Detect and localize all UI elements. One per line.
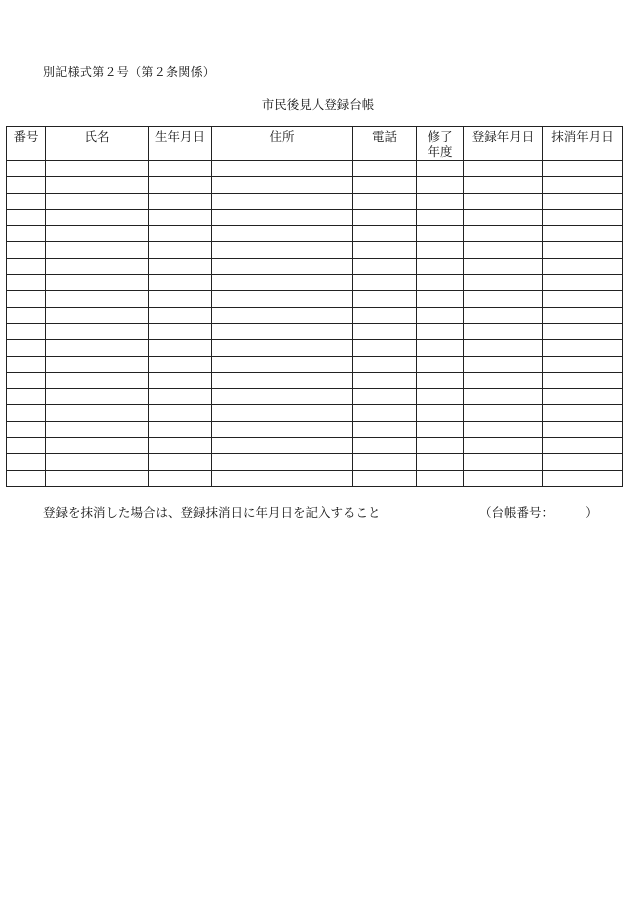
table-row: [7, 275, 623, 291]
table-cell: [353, 307, 417, 323]
table-cell: [464, 209, 543, 225]
table-header-row: [7, 127, 623, 161]
table-cell: [149, 307, 212, 323]
table-cell: [212, 454, 353, 470]
table-cell: [212, 340, 353, 356]
table-cell: [417, 323, 464, 339]
table-cell: [417, 372, 464, 388]
table-cell: [464, 421, 543, 437]
table-cell: [464, 438, 543, 454]
table-cell: [464, 258, 543, 274]
table-cell: [543, 340, 623, 356]
table-cell: [417, 291, 464, 307]
table-cell: [543, 161, 623, 177]
table-cell: [7, 323, 46, 339]
table-cell: [417, 193, 464, 209]
table-cell: [417, 307, 464, 323]
table-cell: [353, 340, 417, 356]
table-cell: [46, 193, 149, 209]
table-cell: [353, 438, 417, 454]
table-cell: [7, 161, 46, 177]
table-cell: [7, 275, 46, 291]
table-cell: [212, 372, 353, 388]
table-cell: [417, 405, 464, 421]
table-cell: [212, 307, 353, 323]
table-cell: [149, 226, 212, 242]
column-header-birthdate: 生年月日: [149, 127, 212, 161]
table-cell: [464, 389, 543, 405]
table-cell: [212, 242, 353, 258]
table-cell: [543, 405, 623, 421]
table-cell: [417, 454, 464, 470]
table-cell: [212, 389, 353, 405]
table-cell: [417, 275, 464, 291]
table-cell: [212, 193, 353, 209]
table-cell: [417, 470, 464, 486]
table-cell: [149, 291, 212, 307]
table-cell: [7, 421, 46, 437]
table-cell: [149, 242, 212, 258]
table-cell: [353, 177, 417, 193]
table-cell: [212, 209, 353, 225]
table-cell: [149, 209, 212, 225]
table-cell: [464, 470, 543, 486]
table-cell: [212, 275, 353, 291]
table-cell: [149, 372, 212, 388]
table-row: [7, 389, 623, 405]
table-cell: [46, 454, 149, 470]
table-row: [7, 307, 623, 323]
column-header-name: 氏名: [46, 127, 149, 161]
table-cell: [543, 323, 623, 339]
table-cell: [212, 177, 353, 193]
table-cell: [417, 340, 464, 356]
table-cell: [46, 258, 149, 274]
table-row: [7, 372, 623, 388]
table-row: [7, 226, 623, 242]
table-cell: [543, 291, 623, 307]
table-cell: [7, 193, 46, 209]
table-cell: [417, 258, 464, 274]
table-cell: [149, 405, 212, 421]
table-cell: [464, 275, 543, 291]
table-cell: [417, 389, 464, 405]
table-cell: [464, 405, 543, 421]
table-cell: [464, 323, 543, 339]
table-row: [7, 438, 623, 454]
table-cell: [543, 258, 623, 274]
table-cell: [7, 177, 46, 193]
table-cell: [543, 226, 623, 242]
table-cell: [212, 421, 353, 437]
table-cell: [543, 209, 623, 225]
table-cell: [212, 291, 353, 307]
table-row: [7, 340, 623, 356]
table-cell: [7, 405, 46, 421]
table-cell: [543, 177, 623, 193]
table-cell: [7, 454, 46, 470]
column-header-number: 番号: [7, 127, 46, 161]
table-cell: [464, 340, 543, 356]
table-cell: [543, 193, 623, 209]
table-cell: [543, 242, 623, 258]
table-cell: [46, 470, 149, 486]
table-cell: [212, 438, 353, 454]
table-cell: [46, 323, 149, 339]
table-cell: [46, 275, 149, 291]
table-cell: [417, 438, 464, 454]
table-cell: [353, 258, 417, 274]
table-cell: [212, 405, 353, 421]
form-label: 別記様式第２号（第２条関係）: [43, 65, 216, 79]
table-cell: [543, 275, 623, 291]
table-row: [7, 242, 623, 258]
table-cell: [212, 161, 353, 177]
table-cell: [353, 421, 417, 437]
table-cell: [464, 356, 543, 372]
table-cell: [7, 356, 46, 372]
table-cell: [149, 421, 212, 437]
table-cell: [149, 275, 212, 291]
table-cell: [543, 372, 623, 388]
register-table-body: [7, 161, 623, 487]
table-cell: [464, 372, 543, 388]
table-cell: [353, 323, 417, 339]
table-cell: [212, 258, 353, 274]
table-row: [7, 209, 623, 225]
table-cell: [417, 161, 464, 177]
table-cell: [46, 226, 149, 242]
table-cell: [353, 209, 417, 225]
table-cell: [212, 470, 353, 486]
table-cell: [7, 307, 46, 323]
table-cell: [46, 405, 149, 421]
table-cell: [7, 438, 46, 454]
table-cell: [46, 389, 149, 405]
table-row: [7, 161, 623, 177]
table-cell: [543, 438, 623, 454]
table-cell: [543, 454, 623, 470]
table-cell: [212, 226, 353, 242]
table-cell: [464, 454, 543, 470]
table-cell: [149, 356, 212, 372]
table-cell: [353, 291, 417, 307]
table-row: [7, 405, 623, 421]
table-cell: [464, 193, 543, 209]
table-cell: [212, 323, 353, 339]
table-row: [7, 177, 623, 193]
table-cell: [417, 242, 464, 258]
column-header-phone: 電話: [353, 127, 417, 161]
table-cell: [46, 177, 149, 193]
table-cell: [464, 242, 543, 258]
table-cell: [417, 226, 464, 242]
table-cell: [353, 454, 417, 470]
table-cell: [46, 307, 149, 323]
table-cell: [417, 356, 464, 372]
table-row: [7, 323, 623, 339]
table-cell: [46, 161, 149, 177]
table-cell: [149, 470, 212, 486]
table-cell: [417, 209, 464, 225]
table-cell: [7, 340, 46, 356]
table-cell: [46, 291, 149, 307]
table-cell: [46, 209, 149, 225]
table-cell: [543, 356, 623, 372]
ledger-number-label: （台帳番号： ）: [479, 505, 598, 520]
table-cell: [149, 258, 212, 274]
column-header-deletion-date: 抹消年月日: [543, 127, 623, 161]
table-cell: [417, 177, 464, 193]
table-cell: [353, 226, 417, 242]
table-cell: [212, 356, 353, 372]
table-cell: [464, 226, 543, 242]
table-cell: [543, 307, 623, 323]
table-cell: [543, 470, 623, 486]
table-cell: [353, 193, 417, 209]
table-cell: [353, 242, 417, 258]
table-cell: [464, 161, 543, 177]
table-cell: [353, 356, 417, 372]
table-cell: [46, 372, 149, 388]
table-cell: [149, 340, 212, 356]
table-cell: [46, 438, 149, 454]
page-title: 市民後見人登録台帳: [261, 97, 375, 112]
column-header-address: 住所: [212, 127, 353, 161]
table-row: [7, 470, 623, 486]
table-cell: [46, 340, 149, 356]
table-cell: [46, 356, 149, 372]
table-cell: [353, 372, 417, 388]
table-cell: [7, 226, 46, 242]
column-header-registration-date: 登録年月日: [464, 127, 543, 161]
table-cell: [7, 209, 46, 225]
table-cell: [353, 389, 417, 405]
table-row: [7, 193, 623, 209]
table-row: [7, 291, 623, 307]
table-cell: [353, 275, 417, 291]
table-cell: [353, 470, 417, 486]
table-cell: [149, 177, 212, 193]
table-cell: [149, 438, 212, 454]
table-cell: [7, 372, 46, 388]
table-cell: [149, 454, 212, 470]
table-cell: [417, 421, 464, 437]
table-cell: [46, 242, 149, 258]
register-table: [6, 126, 623, 487]
table-cell: [149, 323, 212, 339]
table-cell: [7, 258, 46, 274]
table-cell: [543, 389, 623, 405]
table-row: [7, 258, 623, 274]
table-cell: [7, 470, 46, 486]
table-cell: [7, 242, 46, 258]
table-cell: [543, 421, 623, 437]
table-cell: [7, 291, 46, 307]
table-row: [7, 454, 623, 470]
table-cell: [149, 389, 212, 405]
table-cell: [46, 421, 149, 437]
table-cell: [353, 161, 417, 177]
table-cell: [464, 307, 543, 323]
table-cell: [7, 389, 46, 405]
table-cell: [149, 161, 212, 177]
table-row: [7, 421, 623, 437]
footer-note: 登録を抹消した場合は、登録抹消日に年月日を記入すること: [43, 505, 381, 520]
table-cell: [353, 405, 417, 421]
table-cell: [464, 177, 543, 193]
table-row: [7, 356, 623, 372]
column-header-completion-year: 修了 年度: [417, 127, 464, 161]
table-cell: [149, 193, 212, 209]
table-cell: [464, 291, 543, 307]
